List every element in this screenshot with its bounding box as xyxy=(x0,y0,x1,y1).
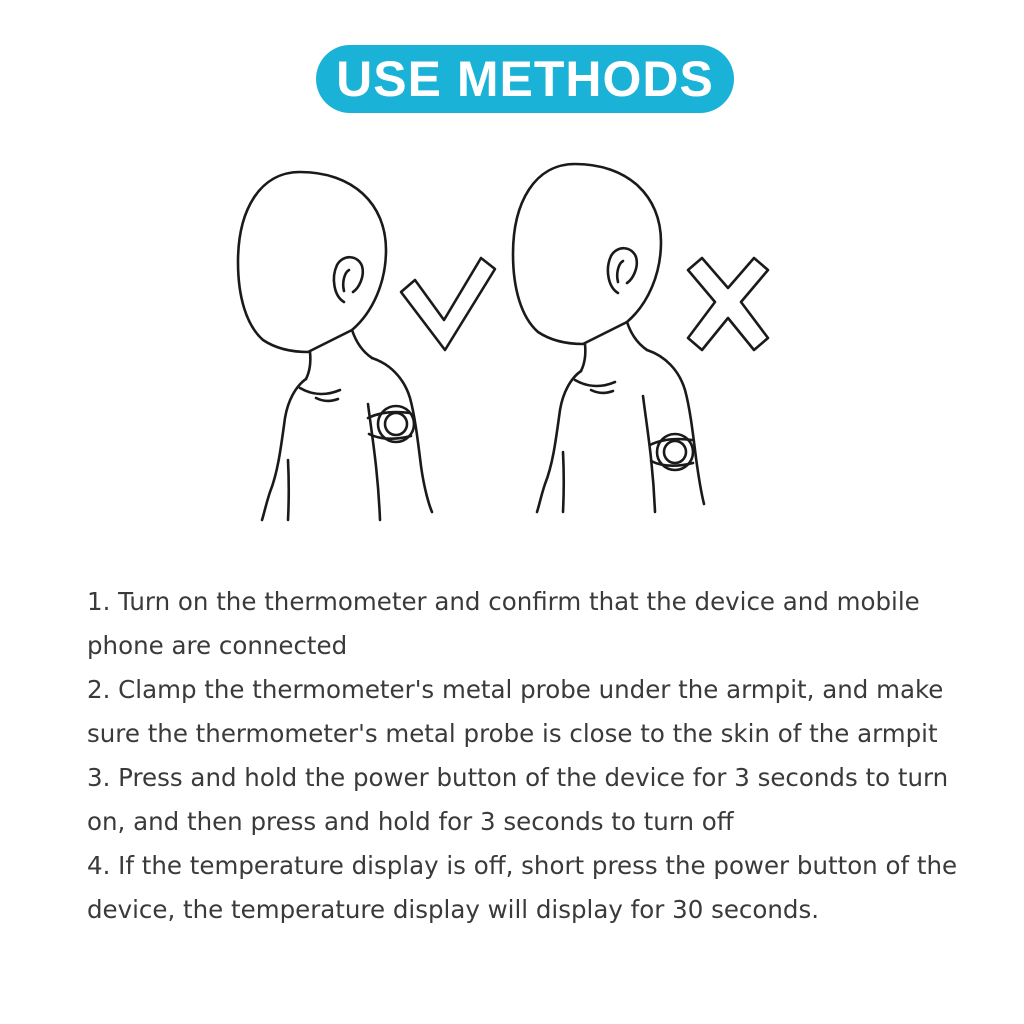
correct-figure xyxy=(238,172,432,520)
incorrect-figure xyxy=(513,164,704,512)
instruction-step-4: 4. If the temperature display is off, short press the power button of the device, the temperature display will display for 30 seconds. xyxy=(87,851,958,924)
cross-mark-icon xyxy=(688,258,768,350)
page-title: USE METHODS xyxy=(336,51,714,107)
instruction-step-2: 2. Clamp the thermometer's metal probe under the armpit, and make sure the thermometer's metal probe is close to the skin of the armpit xyxy=(87,675,944,748)
instructions-list xyxy=(87,580,987,932)
check-mark-icon xyxy=(401,258,495,350)
instruction-step-1: 1. Turn on the thermometer and confirm that the device and mobile phone are connected xyxy=(87,587,920,660)
instruction-step-3: 3. Press and hold the power button of the device for 3 seconds to turn on, and then press and hold for 3 seconds to turn off xyxy=(87,763,949,836)
